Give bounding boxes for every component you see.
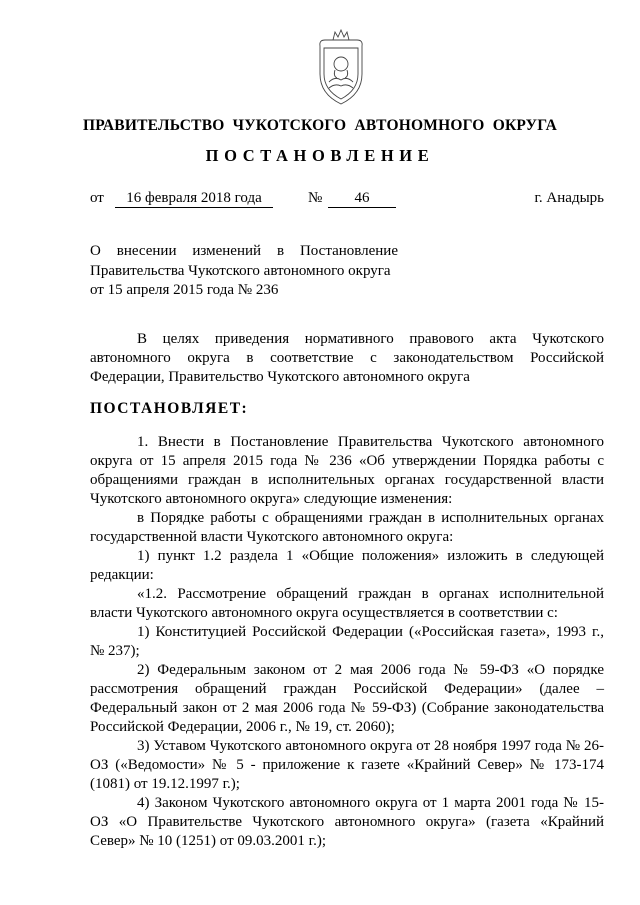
body-paragraph: 1. Внести в Постановление Правительства Чукотского автономного округа от 15 апреля 2015 года № 236 «Об утверждении Порядка работы с обращениями граждан в исполнительных органах государственной власти Чукотского автономного округа» следующие изменения: (90, 434, 604, 507)
subject-line: от 15 апреля 2015 года № 236 (90, 282, 279, 298)
number-label: № (308, 190, 323, 206)
government-title: ПРАВИТЕЛЬСТВО ЧУКОТСКОГО АВТОНОМНОГО ОКРУГА (82, 117, 558, 134)
decree-body (90, 433, 604, 851)
decree-heading: ПОСТАНОВЛЯЕТ: (90, 400, 249, 417)
document-city: г. Анадырь (534, 190, 604, 206)
document-number: 46 (328, 190, 396, 208)
document-date: 16 февраля 2018 года (115, 190, 273, 208)
document-subject (90, 242, 398, 301)
body-paragraph: 4) Законом Чукотского автономного округа от 1 марта 2001 года № 15-ОЗ «О Правительстве Чукотского автономного округа» (газета «Крайний Север» № 10 (1251) от 09.03.2001 г.); (90, 795, 604, 849)
body-paragraph: «1.2. Рассмотрение обращений граждан в органах исполнительной власти Чукотского автономного округа осуществляется в соответствии с: (90, 586, 604, 621)
body-paragraph: 1) Конституцией Российской Федерации («Российская газета», 1993 г., № 237); (90, 624, 604, 659)
document-meta-row (90, 190, 604, 212)
body-paragraph: 2) Федеральным законом от 2 мая 2006 года № 59-ФЗ «О порядке рассмотрения обращений граждан Российской Федерации» (далее – Федеральный закон от 2 мая 2006 года № 59-ФЗ) (Собрание законодательства Российской Федерации, 2006 г., № 19, ст. 2060); (90, 662, 604, 735)
subject-line: О внесении изменений в Постановление (90, 243, 398, 259)
preamble-text: В целях приведения нормативного правового акта Чукотского автономного округа в соответствие с законодательством Российской Федерации, Правительство Чукотского автономного округа (90, 331, 604, 385)
date-prefix: от (90, 190, 104, 206)
document-type: ПОСТАНОВЛЕНИЕ (205, 146, 435, 165)
coat-of-arms-icon (303, 28, 379, 108)
preamble (90, 330, 604, 387)
body-paragraph: в Порядке работы с обращениями граждан в исполнительных органах государственной власти Чукотского автономного округа: (90, 510, 604, 545)
body-paragraph: 1) пункт 1.2 раздела 1 «Общие положения» изложить в следующей редакции: (90, 548, 604, 583)
subject-line: Правительства Чукотского автономного округа (90, 262, 391, 279)
body-paragraph: 3) Уставом Чукотского автономного округа от 28 ноября 1997 года № 26-ОЗ («Ведомости» № 5 - приложение к газете «Крайний Север» № 173-174 (1081) от 19.12.1997 г.); (90, 738, 604, 792)
